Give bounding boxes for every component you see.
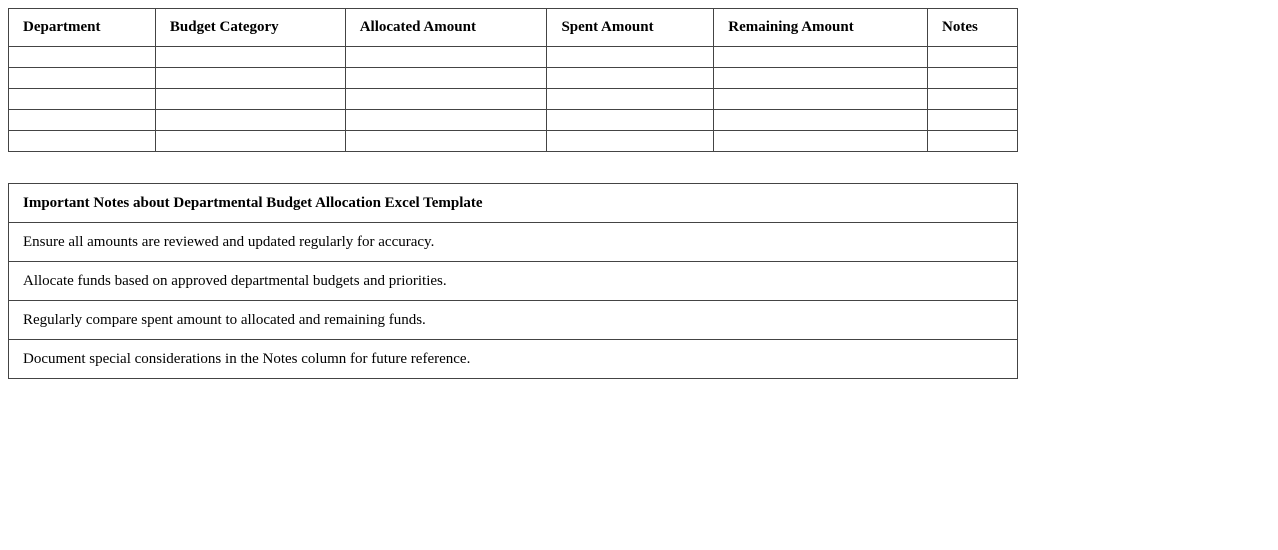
table-cell: [9, 131, 156, 152]
table-cell: [547, 131, 714, 152]
table-cell: [547, 110, 714, 131]
table-row: [9, 89, 1018, 110]
note-item: Allocate funds based on approved departmental budgets and priorities.: [9, 262, 1018, 301]
important-notes-table: [8, 183, 1018, 379]
table-header-row: [9, 9, 1018, 47]
table-cell: [345, 68, 547, 89]
column-header-notes: Notes: [928, 9, 1018, 47]
note-row: [9, 223, 1018, 262]
table-cell: [714, 47, 928, 68]
column-header-allocated-amount: Allocated Amount: [345, 9, 547, 47]
table-cell: [714, 89, 928, 110]
table-cell: [547, 68, 714, 89]
note-row: [9, 301, 1018, 340]
notes-title: Important Notes about Departmental Budget Allocation Excel Template: [9, 184, 1018, 223]
table-cell: [155, 131, 345, 152]
note-item: Regularly compare spent amount to allocated and remaining funds.: [9, 301, 1018, 340]
note-item: Document special considerations in the Notes column for future reference.: [9, 340, 1018, 379]
table-cell: [714, 68, 928, 89]
table-cell: [345, 131, 547, 152]
note-item: Ensure all amounts are reviewed and updated regularly for accuracy.: [9, 223, 1018, 262]
column-header-department: Department: [9, 9, 156, 47]
notes-header-row: [9, 184, 1018, 223]
table-cell: [928, 68, 1018, 89]
table-row: [9, 68, 1018, 89]
table-cell: [547, 47, 714, 68]
table-cell: [714, 110, 928, 131]
table-cell: [928, 89, 1018, 110]
note-row: [9, 340, 1018, 379]
table-row: [9, 47, 1018, 68]
table-cell: [928, 110, 1018, 131]
table-cell: [9, 89, 156, 110]
note-row: [9, 262, 1018, 301]
table-cell: [345, 110, 547, 131]
table-cell: [928, 131, 1018, 152]
table-cell: [714, 131, 928, 152]
table-cell: [9, 47, 156, 68]
table-row: [9, 131, 1018, 152]
column-header-spent-amount: Spent Amount: [547, 9, 714, 47]
table-cell: [928, 47, 1018, 68]
table-cell: [9, 110, 156, 131]
table-cell: [155, 68, 345, 89]
column-header-remaining-amount: Remaining Amount: [714, 9, 928, 47]
table-cell: [345, 47, 547, 68]
column-header-budget-category: Budget Category: [155, 9, 345, 47]
table-cell: [9, 68, 156, 89]
table-cell: [155, 110, 345, 131]
table-cell: [547, 89, 714, 110]
table-cell: [345, 89, 547, 110]
budget-allocation-table: [8, 8, 1018, 152]
table-cell: [155, 47, 345, 68]
table-row: [9, 110, 1018, 131]
table-cell: [155, 89, 345, 110]
